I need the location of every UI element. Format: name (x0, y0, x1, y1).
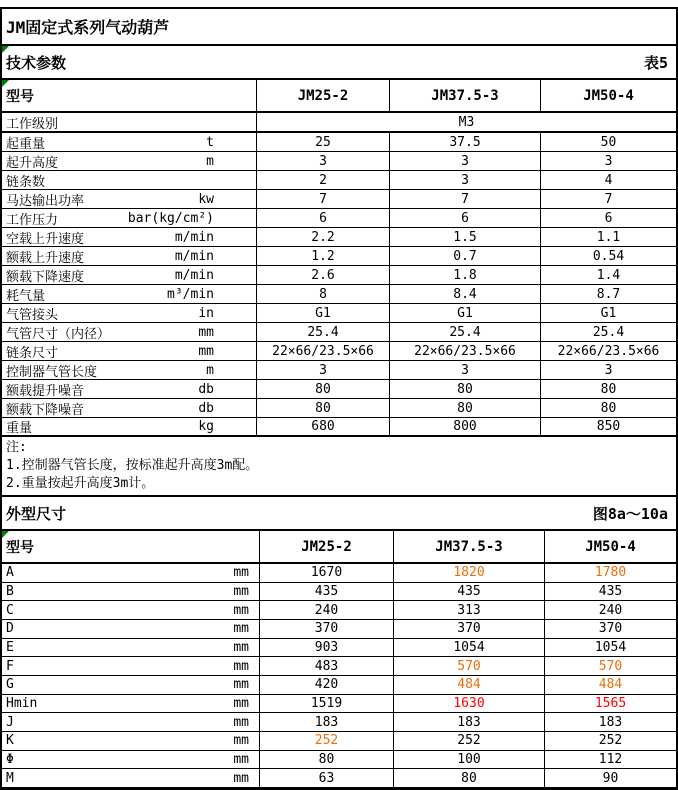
param-unit: in (198, 305, 214, 321)
param-value: 4 (604, 172, 613, 188)
table-row (2, 732, 676, 751)
param-value: 37.5 (390, 133, 541, 151)
dim-name: J (6, 714, 14, 730)
param-value: 7 (257, 190, 390, 208)
dim-table (2, 531, 676, 788)
dim-unit: mm (233, 565, 249, 581)
param-value: 0.54 (592, 248, 625, 264)
table-row (2, 285, 676, 304)
param-name-cell (2, 171, 257, 189)
param-unit: db (198, 381, 214, 397)
param-unit: m/min (174, 229, 214, 245)
table-row (2, 564, 676, 583)
dim-value: 63 (260, 769, 394, 787)
param-name-cell (2, 266, 257, 284)
dim-name-cell (2, 751, 260, 769)
dim-table-body (2, 564, 676, 788)
table-row (2, 266, 676, 285)
dim-value: 370 (394, 620, 545, 638)
param-value: 8.4 (390, 285, 541, 303)
model-label: 型号 (6, 539, 34, 556)
param-value: 800 (390, 418, 541, 435)
param-value: 25.4 (592, 324, 625, 340)
param-value: 2.2 (257, 228, 390, 246)
param-value: 3 (604, 153, 613, 169)
dim-name: A (6, 565, 14, 581)
table-row (2, 361, 676, 380)
work-grade-row (2, 113, 676, 133)
work-grade-value: M3 (458, 114, 475, 130)
model-header-cell: JM50-4 (585, 538, 636, 555)
table-row (2, 601, 676, 620)
dim-value: 370 (260, 620, 394, 638)
dim-value: 435 (394, 583, 545, 601)
param-value: 850 (596, 419, 621, 434)
dim-value: 484 (598, 677, 623, 693)
param-name: 气管尺寸（内径） (6, 326, 111, 342)
dim-name: C (6, 602, 14, 618)
table-row (2, 676, 676, 695)
dim-unit: mm (233, 677, 249, 693)
dim-name-cell (2, 695, 260, 713)
param-value: 1.8 (390, 266, 541, 284)
param-name-cell (2, 304, 257, 322)
dim-name: F (6, 658, 14, 674)
param-unit: db (198, 400, 214, 416)
param-name: 控制器气管长度 (6, 364, 98, 380)
dim-name: K (6, 733, 14, 749)
dim-value: 435 (260, 583, 394, 601)
table-row (2, 209, 676, 228)
param-unit: m/min (174, 248, 214, 264)
param-value: G1 (390, 304, 541, 322)
dim-value: 183 (598, 714, 623, 730)
dim-value: 252 (598, 733, 623, 749)
model-label-cell (2, 80, 257, 111)
table-row (2, 152, 676, 171)
param-unit: mm (198, 324, 214, 340)
param-value: 7 (604, 191, 613, 207)
param-name-cell (2, 190, 257, 208)
tech-section-header (2, 46, 676, 80)
table-row (2, 171, 676, 190)
param-value: 3 (390, 152, 541, 170)
param-value: G1 (257, 304, 390, 322)
dim-unit: mm (233, 583, 249, 599)
param-value: 8.7 (596, 286, 621, 302)
param-value: 80 (390, 380, 541, 398)
param-name: 工作压力 (6, 212, 59, 228)
param-name-cell (2, 418, 257, 435)
dim-unit: mm (233, 695, 249, 711)
param-name: 耗气量 (6, 288, 46, 304)
dim-value: 1054 (594, 639, 627, 655)
dim-name-cell (2, 657, 260, 675)
param-name-cell (2, 152, 257, 170)
table-row (2, 620, 676, 639)
dim-unit: mm (233, 602, 249, 618)
model-header-cell: JM37.5-3 (394, 531, 545, 562)
table-row (2, 380, 676, 399)
cell-error-marker-icon (2, 531, 9, 538)
param-value: 3 (604, 362, 613, 378)
dim-value: 1519 (260, 695, 394, 713)
param-value: 80 (390, 399, 541, 417)
table-row (2, 304, 676, 323)
dim-section-tag: 图8a～10a (592, 504, 668, 523)
param-value: 22×66/23.5×66 (390, 342, 541, 360)
dim-value: 483 (260, 657, 394, 675)
param-name: 额载提升噪音 (6, 383, 85, 399)
param-unit: m (206, 153, 214, 169)
spec-sheet (0, 7, 678, 790)
dim-name: B (6, 583, 14, 599)
dim-name-cell (2, 564, 260, 582)
param-name: 额载下降噪音 (6, 402, 85, 418)
dim-value: 240 (598, 602, 623, 618)
dim-value: 484 (394, 676, 545, 694)
tech-table (2, 80, 676, 437)
cell-error-marker-icon (2, 46, 9, 53)
dim-value: 570 (394, 657, 545, 675)
param-value: 6 (257, 209, 390, 227)
param-name: 起升高度 (6, 155, 59, 171)
dim-table-header-row (2, 531, 676, 564)
param-unit: kg (198, 419, 214, 434)
notes-block (2, 437, 676, 497)
model-header-cell: JM25-2 (260, 531, 394, 562)
dim-name-cell (2, 601, 260, 619)
param-name-cell: 工作级别 (2, 113, 257, 131)
param-value: 3 (390, 171, 541, 189)
dim-value: 570 (598, 658, 623, 674)
tech-section-title: 技术参数 (6, 53, 67, 72)
dim-unit: mm (233, 733, 249, 749)
dim-name-cell (2, 713, 260, 731)
table-row (2, 323, 676, 342)
notes-lines (6, 457, 672, 493)
param-unit: m³/min (167, 286, 214, 302)
dim-name: Hmin (6, 695, 38, 711)
dim-value: 1565 (594, 695, 627, 711)
param-value: 80 (257, 380, 390, 398)
dim-value: 100 (394, 751, 545, 769)
table-row (2, 399, 676, 418)
dim-unit: mm (233, 751, 249, 767)
dim-unit: mm (233, 658, 249, 674)
table-row (2, 657, 676, 676)
table-row (2, 713, 676, 732)
dim-value: 80 (260, 751, 394, 769)
table-row (2, 342, 676, 361)
dim-value: 1630 (394, 695, 545, 713)
dim-value: 183 (394, 713, 545, 731)
dim-name-cell (2, 676, 260, 694)
cell-error-marker-icon (2, 80, 9, 87)
model-header-cell: JM37.5-3 (390, 80, 541, 111)
param-unit: t (206, 134, 214, 150)
param-value: 1.5 (390, 228, 541, 246)
dim-value: 420 (260, 676, 394, 694)
param-name-cell (2, 228, 257, 246)
param-value: 6 (604, 210, 613, 226)
table-row (2, 418, 676, 437)
param-value: 1.1 (596, 229, 621, 245)
dim-value: 1780 (594, 565, 627, 581)
param-name: 额载下降速度 (6, 269, 85, 285)
param-value: 80 (257, 399, 390, 417)
dim-value: 1670 (260, 564, 394, 582)
dim-name: M (6, 770, 14, 786)
param-value: 0.7 (390, 247, 541, 265)
dim-value: 435 (598, 583, 623, 599)
table-row (2, 769, 676, 788)
param-name: 气管接头 (6, 307, 59, 323)
param-name-cell (2, 247, 257, 265)
param-value: 6 (390, 209, 541, 227)
dim-name: Φ (6, 751, 14, 767)
dim-value: 903 (260, 639, 394, 657)
tech-table-body (2, 133, 676, 437)
param-name-cell (2, 133, 257, 151)
model-header-cell: JM50-4 (583, 87, 634, 104)
dim-name: D (6, 621, 14, 637)
dim-name: G (6, 677, 14, 693)
model-label-cell (2, 531, 260, 562)
param-value: 3 (390, 361, 541, 379)
param-name-cell (2, 285, 257, 303)
param-name: 空载上升速度 (6, 231, 85, 247)
param-unit: m (206, 362, 214, 378)
table-row (2, 228, 676, 247)
dim-name-cell (2, 583, 260, 601)
table-row (2, 190, 676, 209)
param-unit: kw (198, 191, 214, 207)
dim-unit: mm (233, 639, 249, 655)
table-row (2, 751, 676, 770)
param-value: 2 (257, 171, 390, 189)
param-value: 2.6 (257, 266, 390, 284)
param-name: 起重量 (6, 136, 46, 152)
dim-value: 1820 (394, 564, 545, 582)
table-row (2, 695, 676, 714)
dim-value: 252 (394, 732, 545, 750)
param-value: 80 (600, 400, 617, 416)
param-value: 25.4 (390, 323, 541, 341)
param-value: 22×66/23.5×66 (557, 343, 660, 359)
param-name-cell (2, 323, 257, 341)
param-unit: m/min (174, 267, 214, 283)
dim-name-cell (2, 732, 260, 750)
dim-value: 183 (260, 713, 394, 731)
dim-unit: mm (233, 621, 249, 637)
param-value: 680 (257, 418, 390, 435)
table-row (2, 247, 676, 266)
param-name-cell (2, 399, 257, 417)
dim-value: 370 (598, 621, 623, 637)
dim-name-cell (2, 620, 260, 638)
param-name: 重量 (6, 421, 33, 436)
param-value: 1.4 (596, 267, 621, 283)
param-value: G1 (600, 305, 617, 321)
table-row (2, 639, 676, 658)
table-row (2, 133, 676, 152)
param-value: 80 (600, 381, 617, 397)
param-value: 50 (600, 134, 617, 150)
dim-value: 252 (260, 732, 394, 750)
param-name: 额载上升速度 (6, 250, 85, 266)
param-value: 22×66/23.5×66 (257, 342, 390, 360)
model-header-cell: JM25-2 (257, 80, 390, 111)
param-name-cell (2, 361, 257, 379)
dim-value: 112 (598, 751, 623, 767)
param-name-cell (2, 342, 257, 360)
param-value: 25.4 (257, 323, 390, 341)
tech-section-tag: 表5 (643, 53, 668, 72)
dim-section-header (2, 497, 676, 531)
dim-value: 90 (602, 770, 619, 786)
param-value: 3 (257, 361, 390, 379)
param-name: 链条尺寸 (6, 345, 59, 361)
param-value: 3 (257, 152, 390, 170)
model-label: 型号 (6, 88, 34, 105)
param-name-cell (2, 380, 257, 398)
dim-unit: mm (233, 770, 249, 786)
param-unit: mm (198, 343, 214, 359)
dim-section-title: 外型尺寸 (6, 504, 67, 523)
param-value: 7 (390, 190, 541, 208)
dim-name: E (6, 639, 14, 655)
page-title: JM固定式系列气动葫芦 (2, 9, 676, 46)
dim-value: 1054 (394, 639, 545, 657)
param-name-cell (2, 209, 257, 227)
param-name: 链条数 (6, 174, 46, 190)
tech-table-header-row (2, 80, 676, 113)
param-value: 8 (257, 285, 390, 303)
dim-unit: mm (233, 714, 249, 730)
param-unit: bar(kg/cm²) (127, 210, 214, 226)
dim-value: 80 (394, 769, 545, 787)
dim-name-cell (2, 769, 260, 787)
param-name: 马达输出功率 (6, 193, 85, 209)
notes-heading: 注: (6, 440, 27, 455)
note-line: 2.重量按起升高度3m计。 (6, 476, 155, 491)
table-row (2, 583, 676, 602)
dim-name-cell (2, 639, 260, 657)
note-line: 1.控制器气管长度，按标准起升高度3m配。 (6, 458, 259, 473)
dim-value: 313 (394, 601, 545, 619)
param-value: 1.2 (257, 247, 390, 265)
dim-value: 240 (260, 601, 394, 619)
param-value: 25 (257, 133, 390, 151)
